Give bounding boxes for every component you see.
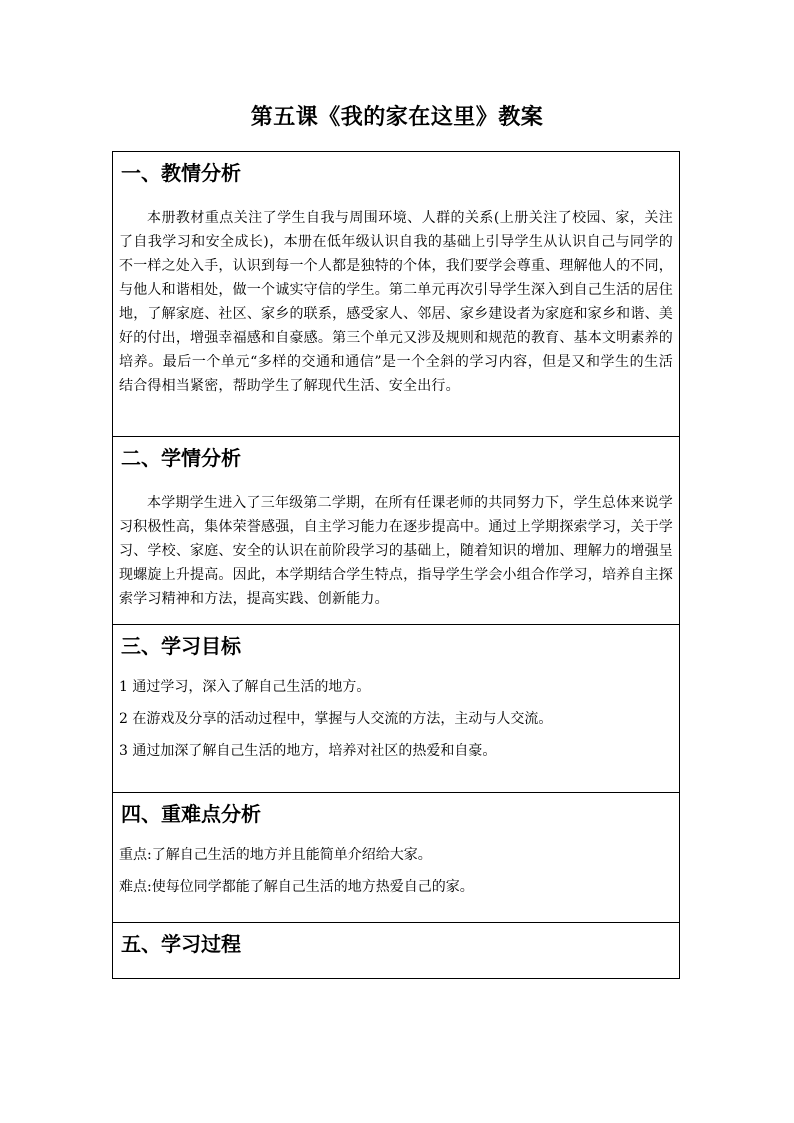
list-item: 1 通过学习，深入了解自己生活的地方。 <box>119 679 371 695</box>
section-heading: 四、重难点分析 <box>121 802 261 826</box>
list-item: 重点:了解自己生活的地方并且能简单介绍给大家。 <box>119 847 432 863</box>
section-key-difficult-points <box>113 793 679 923</box>
section-body <box>113 479 679 611</box>
list-item: 难点:使每位同学都能了解自己生活的地方热爱自己的家。 <box>119 879 474 895</box>
lesson-plan-table <box>112 151 680 979</box>
section-body <box>113 835 679 909</box>
section-paragraph: 本学期学生进入了三年级第二学期，在所有任课老师的共同努力下，学生总体来说学习积极性高，集体荣誉感强，自主学习能力在逐步提高中。通过上学期探索学习，关于学习、学校、家庭、安全的认识在前阶段学习的基础上，随着知识的增加、理解力的增强呈现螺旋上升提高。因此，本学期结合学生特点，指导学生学会小组合作学习，培养自主探索学习精神和方法，提高实践、创新能力。 <box>119 495 673 607</box>
section-body <box>113 194 679 398</box>
section-body <box>113 667 679 773</box>
document-title: 第五课《我的家在这里》教案 <box>250 104 544 130</box>
section-teaching-analysis <box>113 152 679 437</box>
section-learning-analysis <box>113 437 679 625</box>
section-heading: 五、学习过程 <box>121 932 241 956</box>
section-learning-objectives <box>113 625 679 793</box>
section-heading: 二、学情分析 <box>121 446 241 470</box>
section-learning-process <box>113 923 679 978</box>
list-item: 3 通过加深了解自己生活的地方，培养对社区的热爱和自豪。 <box>119 743 497 759</box>
list-item: 2 在游戏及分享的活动过程中，掌握与人交流的方法，主动与人交流。 <box>119 711 553 727</box>
section-heading: 一、教情分析 <box>121 161 241 185</box>
section-paragraph: 本册教材重点关注了学生自我与周围环境、人群的关系(上册关注了校园、家，关注了自我学习和安全成长)，本册在低年级认识自我的基础上引导学生从认识自己与同学的不一样之处入手，认识到每一个人都是独特的个体，我们要学会尊重、理解他人的不同，与他人和谐相处，做一个诚实守信的学生。第二单元再次引导学生深入到自己生活的居住地，了解家庭、社区、家乡的联系，感受家人、邻居、家乡建设者为家庭和家乡和谐、美好的付出，增强幸福感和自豪感。第三个单元又涉及规则和规范的教育、基本文明素养的培养。最后一个单元“多样的交通和通信”是一个全斜的学习内容，但是又和学生的生活结合得相当紧密，帮助学生了解现代生活、安全出行。 <box>119 210 673 394</box>
section-heading: 三、学习目标 <box>121 634 241 658</box>
